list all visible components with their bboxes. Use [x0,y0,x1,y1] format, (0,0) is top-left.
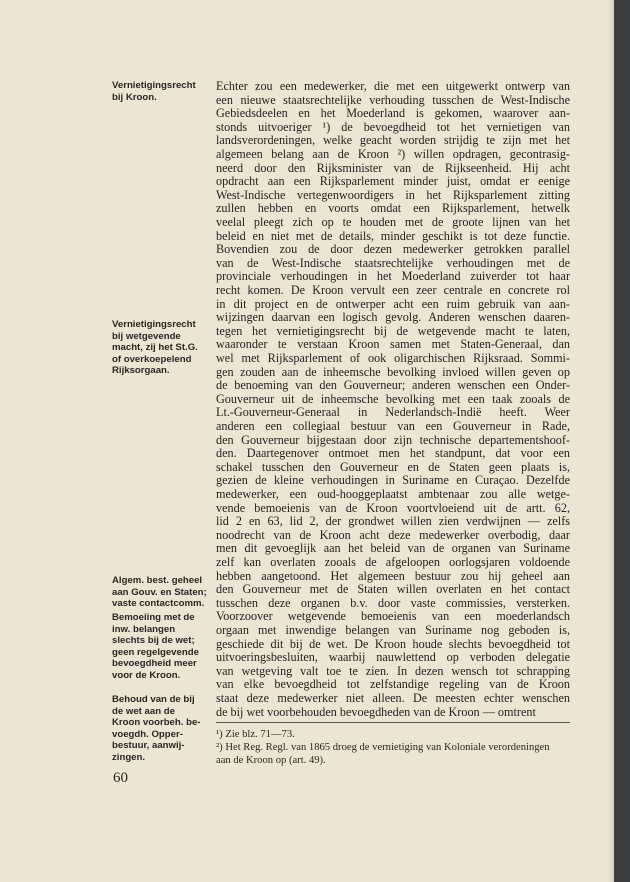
footnote-divider [216,722,570,723]
body-line: opdracht aan een Rijksparlement minder juist, omdat er eenige [216,174,570,189]
body-line: vende bemoeienis van de Kroon voortvloeiend uit de artt. 62, [216,500,570,515]
body-line: zelf kan overlaten zooals de afgeloopen oorlogsjaren voldoende [216,555,570,569]
body-line: tegen het vernietigingsrecht bij de wetgevende macht te laten, [216,323,570,338]
body-line: van de West-Indische staatsrechtelijke verhoudingen met de [216,255,570,270]
margin-note-vernietigingsrecht-kroon: Vernietigingsrecht bij Kroon. [112,80,196,103]
body-line: medewerker, een oud-hooggeplaatst ambtenaar zou alle wetge- [216,487,570,501]
body-line: in dit project en de ontwerper acht een ruim gebruik van aan- [216,296,570,311]
body-line: waaronder te verstaan Kroon samen met Staten-Generaal, dan [216,337,570,352]
body-line: Voorzoover wetgevende bemoeienis van een moederlandsch [216,609,570,624]
body-line: gen zouden aan de inheemsche bevolking invloed willen geven op [216,364,570,379]
body-line: wijzingen daarvan een logisch gevolg. Anderen wenschen daaren- [216,310,570,325]
body-line: hebben aangetoond. Het algemeen bestuur zou hij geheel aan [216,568,570,583]
body-line: algemeen belang aan de Kroon ²) willen opdragen, gecontrasig- [216,147,570,161]
body-line: schakel tusschen den Gouverneur en de Staten geen plaats is, [216,459,570,474]
body-line: tusschen deze organen b.v. door vaste commissies, versterken. [216,595,570,610]
footnote-1: ¹) Zie blz. 71—73. [216,729,295,740]
body-line: West-Indische vertegenwoordigers in het Rijksparlement zitting [216,187,570,202]
body-line: Gouverneur uit de inheemsche bevolking met een taak zooals de [216,391,570,406]
body-line: den. Daartegenover ontmoet men het standpunt, dat voor een [216,446,570,461]
body-line: Echter zou een medewerker, die met een uitgewerkt ontwerp van [216,79,570,93]
body-line: noodrecht van de Kroon acht deze medewerker overbodig, daar [216,527,570,542]
body-line: landsverordeningen, welke geacht worden strijdig te zijn met het [216,133,570,148]
body-line: den Gouverneur bijgestaan door zijn technische departementshoof- [216,432,570,447]
margin-note-behoud-bevoegdheden: Behoud van de bij de wet aan de Kroon voorbeh. be- voegdh. Opper- bestuur, aanwij- zingen. [112,694,201,763]
body-line: Lt.-Gouverneur-Generaal in Nederlandsch-Indië heeft. Weer [216,405,570,420]
body-line: recht komen. De Kroon vervult een zeer centrale en concrete rol [216,283,570,297]
body-line: men dit gevoeglijk aan het beleid van de organen van Suriname [216,541,570,556]
body-line: orgaan met inwendige belangen van Suriname nog geboden is, [216,623,570,637]
footnote-2-continued: aan de Kroon op (art. 49). [216,755,326,766]
margin-note-algemeen-bestuur: Algem. best. geheel aan Gouv. en Staten; vaste contactcomm. [112,575,207,610]
body-line: van elke bevoegdheid tot zelfstandige regeling van de Kroon [216,677,570,692]
body-line: den Gouverneur met de Staten willen overlaten en het contact [216,582,570,597]
body-line: Bovendien zou de door dezen medewerker getrokken parallel [216,242,570,257]
footnote-2: ²) Het Reg. Regl. van 1865 droeg de vernietiging van Koloniale verordeningen [216,742,550,753]
body-line: neerd door den Rijksminister van de Rijkseenheid. Hij acht [216,160,570,175]
body-line: de bij wet voorbehouden bevoegdheden van de Kroon — omtrent [216,704,536,719]
body-line: staat deze medewerker niet alleen. De meesten echter wenschen [216,691,570,705]
body-line: een nieuwe staatsrechtelijke verhouding tusschen de West-Indische [216,92,570,107]
body-line: wel met Rijksparlement of ook oligarchischen Rijksraad. Sommi- [216,351,570,365]
margin-note-vernietigingsrecht-wetgevende-macht: Vernietigingsrecht bij wetgevende macht, zij het St.G. of overkoepelend Rijksorgaan. [112,319,198,377]
body-line: veelal pleegt zich op te houden met de groote lijnen van het [216,215,570,229]
body-line: de benoeming van den Gouverneur; anderen wenschen een Onder- [216,378,570,393]
margin-note-bemoeiing-inw-belangen: Bemoeiing met de inw. belangen slechts bij de wet; geen regelgevende bevoegdheid meer voor de Kroon. [112,612,199,681]
body-line: uitvoeringsbesluiten, waarbij nauwlettend op verboden delegatie [216,650,570,665]
body-line: zullen hebben en voorts omdat een Rijksparlement, hetwelk [216,201,570,216]
body-line: Gebiedsdeelen en het Moederland is gekomen, waarover aan- [216,106,570,121]
body-line: gezien de kleine verhoudingen in Suriname en Curaçao. Dezelfde [216,473,570,488]
body-line: beleid en niet met de details, minder geschikt is tot deze functie. [216,228,570,243]
body-line: van wetgeving valt toe te zien. In dezen wensch tot schrapping [216,663,570,678]
page-number: 60 [113,770,128,786]
body-line: stonds uitvoeriger ¹) de bevoegdheid tot het vernietigen van [216,119,570,134]
body-line: provinciale verhoudingen in het Moederland zuiverder tot haar [216,269,570,284]
body-line: lid 2 en 63, lid 2, der grondwet willen zien verdwijnen — zelfs [216,514,570,529]
page-edge [608,0,614,882]
body-line: anderen een collegiaal bestuur van een Gouverneur in Rade, [216,419,570,433]
body-line: geschiede dit bij de wet. De Kroon houde slechts bevoegdheid tot [216,636,570,651]
